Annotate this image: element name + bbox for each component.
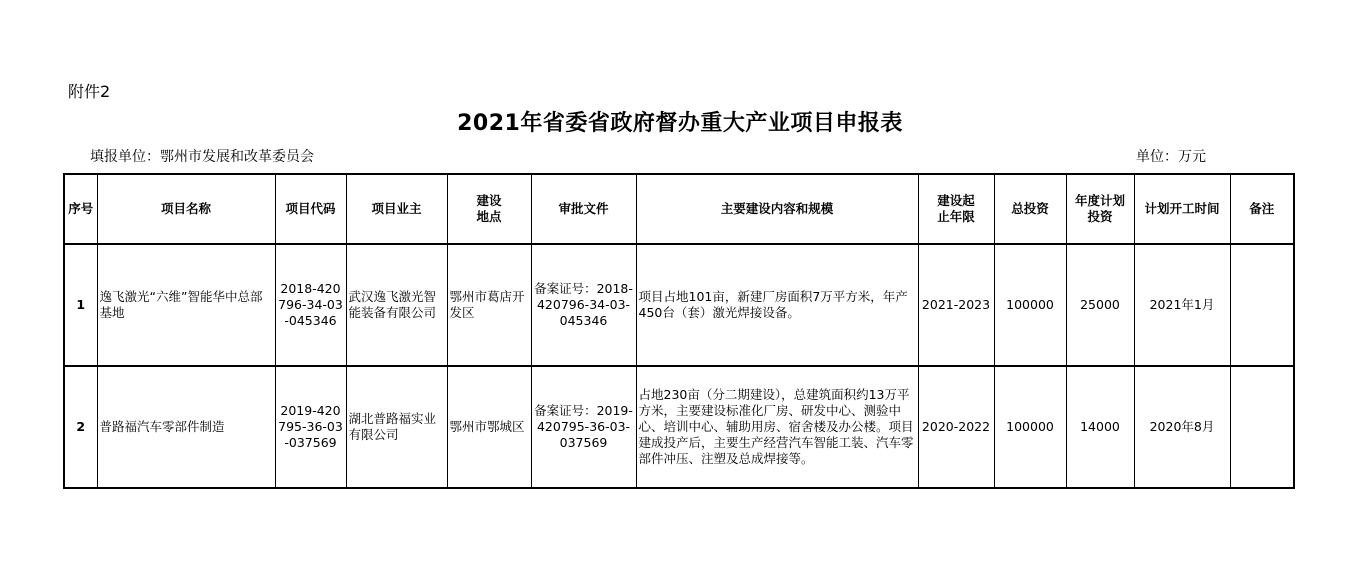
cell-remark [1230,366,1294,488]
table-row [64,366,1294,488]
cell-annual: 25000 [1066,244,1134,366]
header-content: 主要建设内容和规模 [636,174,918,244]
header-location [447,174,531,244]
project-table [63,173,1295,489]
header-period-text: 建设起止年限 [937,193,975,224]
table-row [64,244,1294,366]
header-code: 项目代码 [275,174,346,244]
cell-owner: 武汉逸飞激光智能装备有限公司 [346,244,447,366]
cell-name: 普路福汽车零部件制造 [97,366,275,488]
header-period [918,174,994,244]
page-title: 2021年省委省政府督办重大产业项目申报表 [457,111,903,136]
cell-code: 2018-420796-34-03-045346 [275,244,346,366]
header-annual [1066,174,1134,244]
header-remark: 备注 [1230,174,1294,244]
header-name: 项目名称 [97,174,275,244]
header-annual-text: 年度计划投资 [1074,193,1125,224]
cell-owner: 湖北普路福实业有限公司 [346,366,447,488]
header-total: 总投资 [994,174,1066,244]
cell-content: 项目占地101亩，新建厂房面积7万平方米，年产450台（套）激光焊接设备。 [636,244,918,366]
cell-total: 100000 [994,244,1066,366]
currency-unit: 单位：万元 [1136,149,1206,165]
cell-period: 2021-2023 [918,244,994,366]
header-approval: 审批文件 [531,174,636,244]
cell-location: 鄂州市鄂城区 [447,366,531,488]
cell-period: 2020-2022 [918,366,994,488]
header-start: 计划开工时间 [1134,174,1230,244]
cell-approval: 备案证号：2019-420795-36-03-037569 [531,366,636,488]
cell-annual: 14000 [1066,366,1134,488]
cell-code: 2019-420795-36-03-037569 [275,366,346,488]
header-seq: 序号 [64,174,97,244]
cell-start: 2021年1月 [1134,244,1230,366]
attachment-label: 附件2 [68,82,111,101]
header-location-text: 建设地点 [476,193,502,224]
header-owner: 项目业主 [346,174,447,244]
cell-start: 2020年8月 [1134,366,1230,488]
cell-seq: 2 [64,366,97,488]
cell-content: 占地230亩（分二期建设），总建筑面积约13万平方米，主要建设标准化厂房、研发中心、测验中心、培训中心、辅助用房、宿舍楼及办公楼。项目建成投产后，主要生产经营汽车智能工装、汽车零部件冲压、注塑及总成焊接等。 [636,366,918,488]
cell-approval: 备案证号：2018-420796-34-03-045346 [531,244,636,366]
cell-location: 鄂州市葛店开发区 [447,244,531,366]
cell-seq: 1 [64,244,97,366]
filling-unit: 填报单位：鄂州市发展和改革委员会 [90,149,314,165]
table-header [64,174,1294,244]
cell-remark [1230,244,1294,366]
cell-total: 100000 [994,366,1066,488]
cell-name: 逸飞激光“六维”智能华中总部基地 [97,244,275,366]
